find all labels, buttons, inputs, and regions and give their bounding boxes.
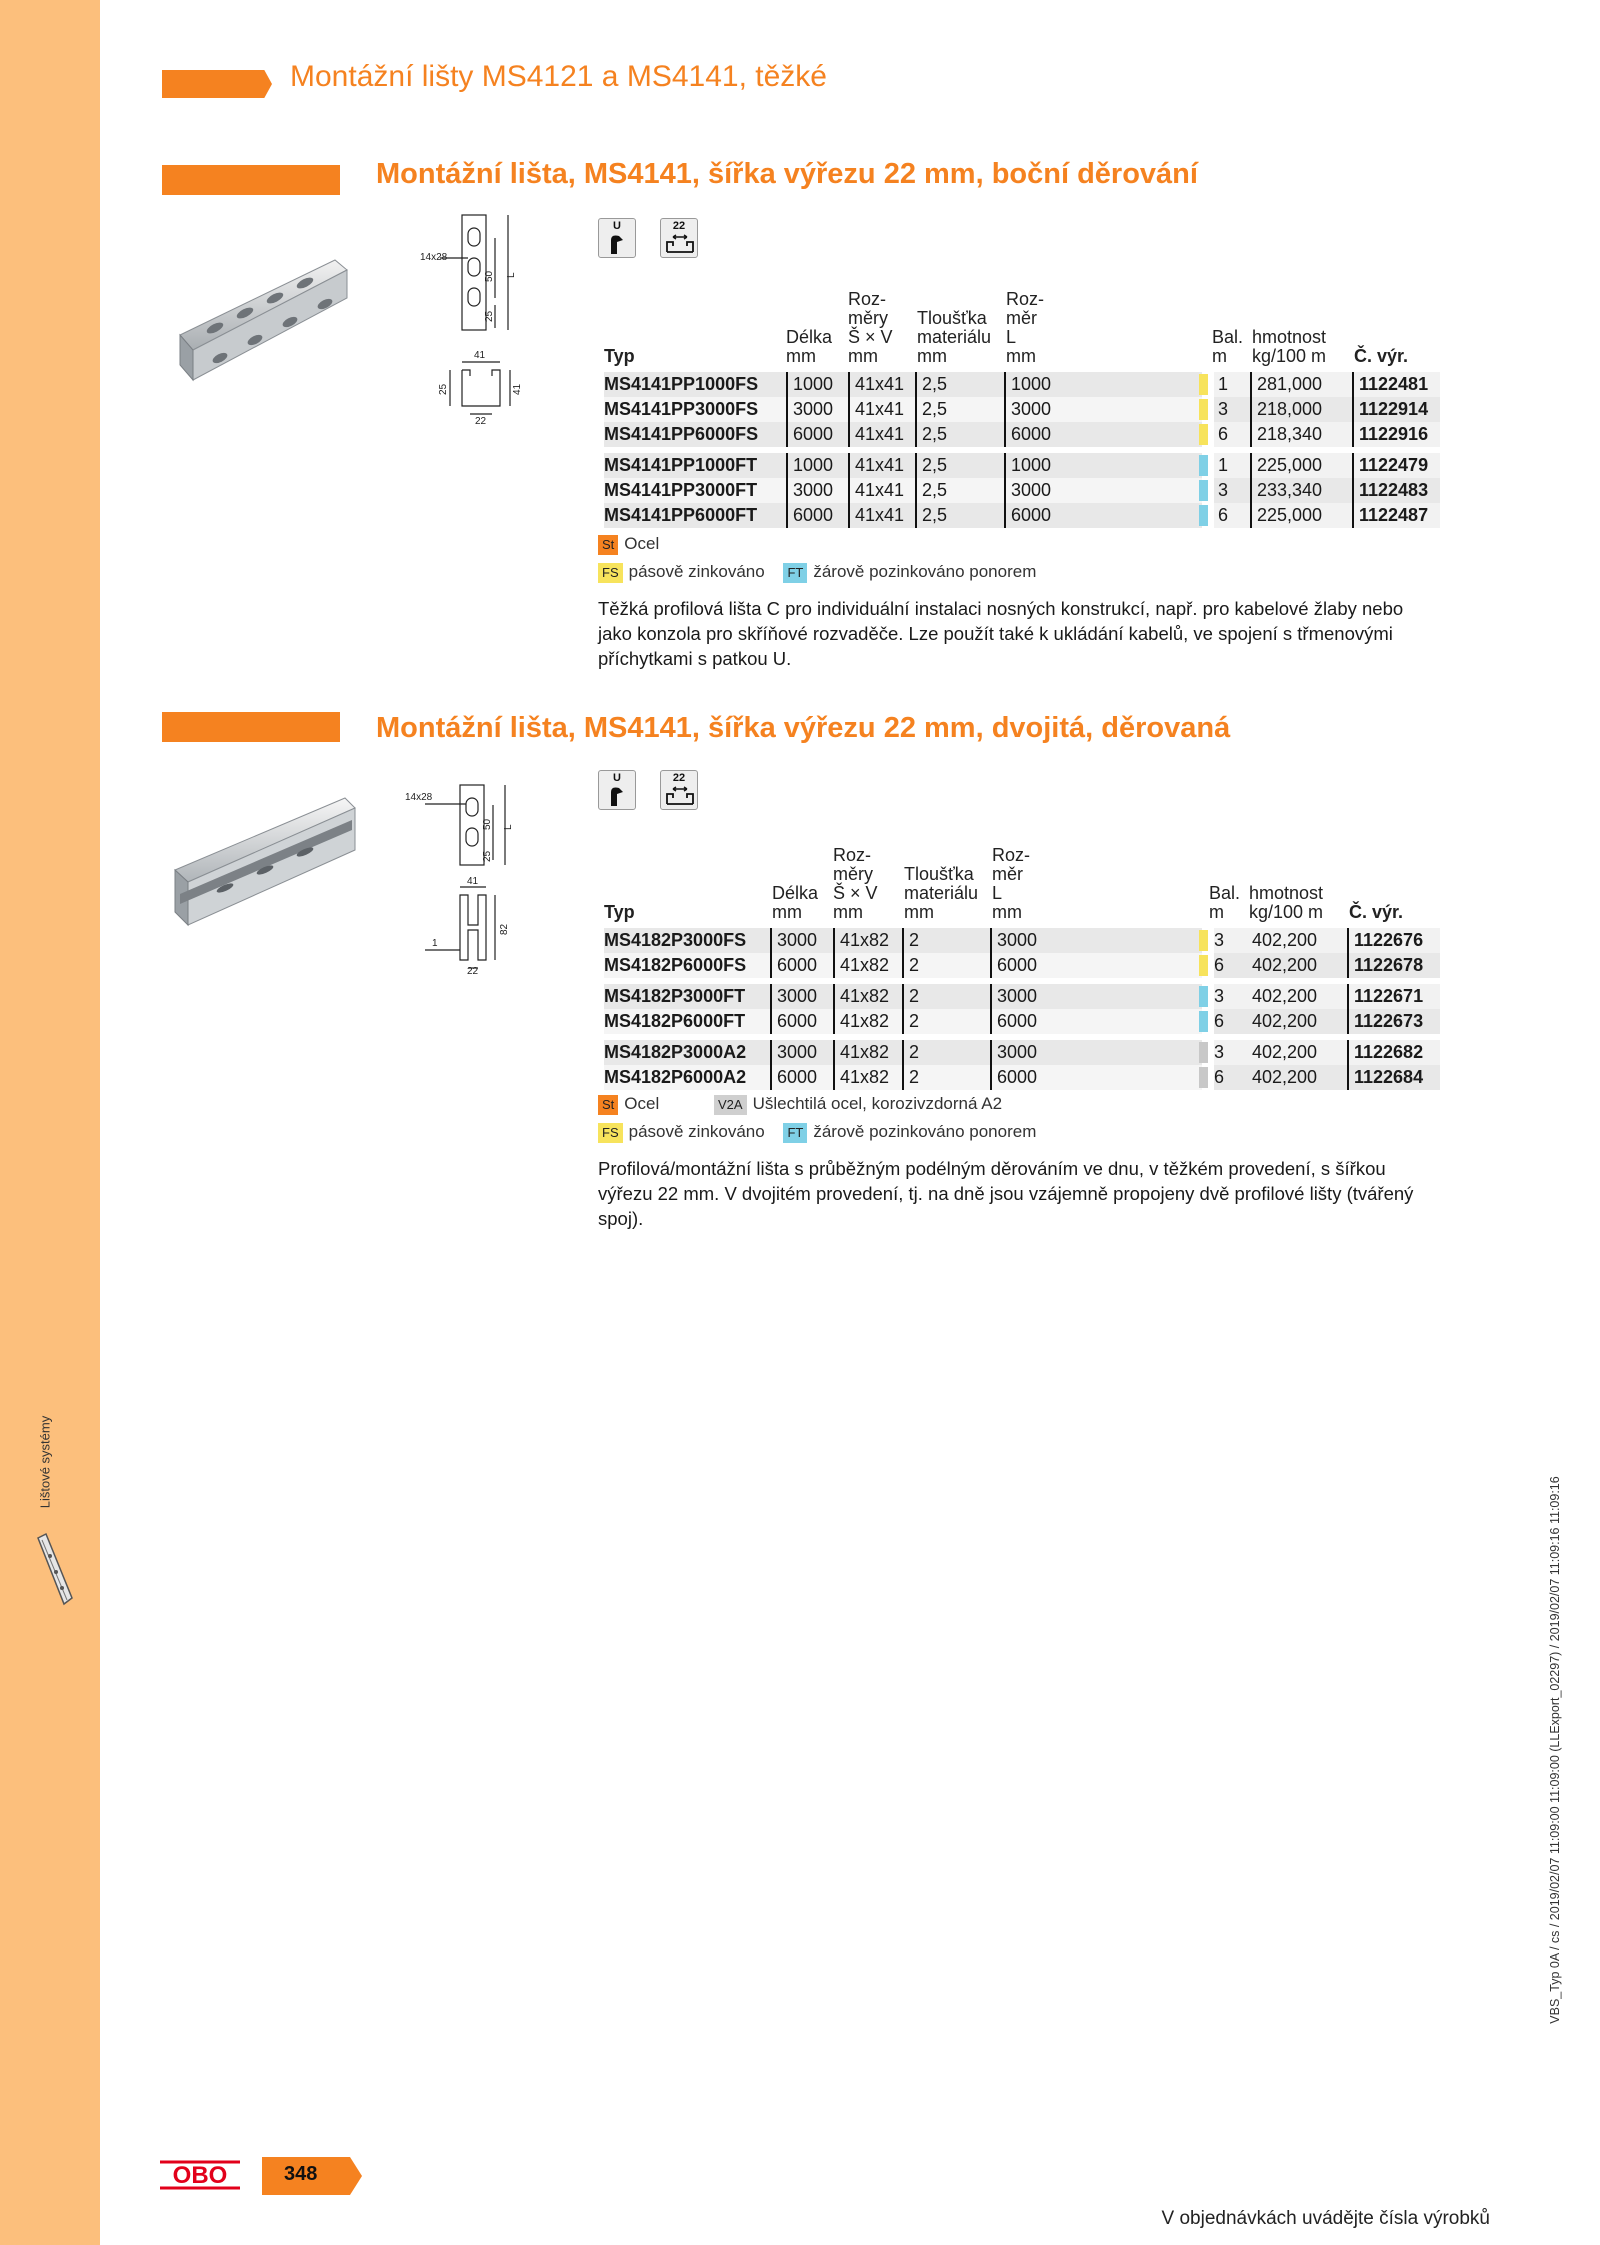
svg-text:41: 41 xyxy=(474,350,486,361)
section-title: Montážní lišta, MS4141, šířka výřezu 22 mm, boční děrování xyxy=(376,158,1198,190)
table-row: MS4141PP6000FT 6000 41x41 2,5 6000 6 225,000 1122487 xyxy=(604,503,1440,528)
col-bal: Bal. m xyxy=(1209,883,1241,922)
finish-marker xyxy=(1199,505,1208,526)
finish-marker xyxy=(1199,1011,1208,1032)
product-description: Těžká profilová lišta C pro individuální instalaci nosných konstrukcí, např. pro kabelové žlaby nebo jako konzola pro skříňové rozvaděče. Lze použít také k ukládání kabelů, ve spojení s třmenovými příchytkami s patkou U. xyxy=(598,598,1404,669)
finish-marker xyxy=(1199,455,1208,476)
slot-width-icon: 22 xyxy=(660,218,698,258)
table-row: MS4182P6000A2 6000 41x82 2 6000 6 402,200 1122684 xyxy=(604,1065,1440,1090)
col-cislo: Č. výr. xyxy=(1354,346,1409,366)
svg-text:14x28: 14x28 xyxy=(405,792,433,803)
product-description: Profilová/montážní lišta s průběžným podélným děrováním ve dnu, v těžkém provedení, s šířkou výřezu 22 mm. V dvojitém provedení, tj. na dně jsou vzájemně propojeny dvě profilové lišty (tvářený spoj). xyxy=(598,1158,1414,1229)
table-row: MS4141PP3000FS 3000 41x41 2,5 3000 3 218,000 1122914 xyxy=(604,397,1440,422)
svg-text:22: 22 xyxy=(475,416,487,425)
product-photo-double-channel xyxy=(170,790,360,940)
col-typ: Typ xyxy=(604,346,635,366)
col-delka: Délka mm xyxy=(786,327,833,366)
table-row: MS4182P6000FT 6000 41x82 2 6000 6 402,200 1122673 xyxy=(604,1009,1440,1034)
finish-marker xyxy=(1199,399,1208,420)
table-group-a2 xyxy=(604,1040,1440,1090)
table-group-fs xyxy=(604,372,1440,447)
svg-text:50: 50 xyxy=(484,270,495,282)
svg-text:82: 82 xyxy=(499,923,510,935)
print-stamp: VBS_Typ 0A / cs / 2019/02/07 11:09:00 11:09:00 (LLExport_02297) / 2019/02/07 11:09:16 11:09:16 xyxy=(1548,1476,1562,2024)
svg-text:L: L xyxy=(503,824,514,830)
col-typ: Typ xyxy=(604,902,635,922)
product-table xyxy=(604,280,1440,528)
svg-text:OBO: OBO xyxy=(172,2162,228,2189)
finish-marker xyxy=(1199,424,1208,445)
table-row: MS4182P6000FS 6000 41x82 2 6000 6 402,200 1122678 xyxy=(604,953,1440,978)
svg-text:41: 41 xyxy=(512,383,523,395)
table-row: MS4141PP1000FT 1000 41x41 2,5 1000 1 225,000 1122479 xyxy=(604,453,1440,478)
col-rozmery: Roz- měry Š × V mm xyxy=(833,845,878,922)
section-accent-bar xyxy=(162,712,340,742)
finish-legend: FS pásově zinkováno FT žárově pozinkováno ponorem xyxy=(598,562,1036,583)
col-tloustka: Tloušťka materiálu mm xyxy=(904,864,979,922)
page-title: Montážní lišty MS4121 a MS4141, těžké xyxy=(290,60,827,93)
svg-text:25: 25 xyxy=(482,850,493,862)
svg-text:25: 25 xyxy=(484,310,495,322)
technical-drawing-double-channel xyxy=(405,780,545,975)
svg-text:41: 41 xyxy=(467,876,479,887)
product-photo-c-channel xyxy=(175,240,350,385)
material-legend: St Ocel xyxy=(598,534,659,555)
finish-marker xyxy=(1199,1067,1208,1088)
svg-text:22: 22 xyxy=(467,966,479,975)
finish-marker xyxy=(1199,930,1208,951)
u-clamp-icon: U xyxy=(598,218,636,258)
svg-text:L: L xyxy=(506,272,517,278)
u-clamp-icon: U xyxy=(598,770,636,810)
col-rozmer-l: Roz- měr L mm xyxy=(1006,289,1045,366)
finish-marker xyxy=(1199,986,1208,1007)
obo-logo xyxy=(160,2160,240,2190)
col-hmotnost: hmotnost kg/100 m xyxy=(1249,883,1324,922)
svg-text:50: 50 xyxy=(482,818,493,830)
table-row: MS4182P3000A2 3000 41x82 2 3000 3 402,200 1122682 xyxy=(604,1040,1440,1065)
technical-drawing-c-channel xyxy=(420,210,555,425)
table-header xyxy=(604,836,1440,922)
sidebar xyxy=(0,0,100,2245)
finish-marker xyxy=(1199,1042,1208,1063)
table-group-fs xyxy=(604,928,1440,978)
col-tloustka: Tloušťka materiálu mm xyxy=(917,308,992,366)
finish-marker xyxy=(1199,955,1208,976)
col-hmotnost: hmotnost kg/100 m xyxy=(1252,327,1327,366)
finish-marker xyxy=(1199,374,1208,395)
table-group-ft xyxy=(604,984,1440,1034)
section-title: Montážní lišta, MS4141, šířka výřezu 22 mm, dvojitá, děrovaná xyxy=(376,712,1231,744)
material-legend: St Ocel V2A Ušlechtilá ocel, korozivzdorná A2 xyxy=(598,1094,1002,1115)
col-cislo: Č. výr. xyxy=(1349,902,1404,922)
col-bal: Bal. m xyxy=(1212,327,1244,366)
table-row: MS4182P3000FT 3000 41x82 2 3000 3 402,200 1122671 xyxy=(604,984,1440,1009)
col-delka: Délka mm xyxy=(772,883,819,922)
table-row: MS4141PP3000FT 3000 41x41 2,5 3000 3 233,340 1122483 xyxy=(604,478,1440,503)
table-group-ft xyxy=(604,453,1440,528)
table-row: MS4141PP6000FS 6000 41x41 2,5 6000 6 218,340 1122916 xyxy=(604,422,1440,447)
finish-legend: FS pásově zinkováno FT žárově pozinkováno ponorem xyxy=(598,1122,1036,1143)
table-row: MS4141PP1000FS 1000 41x41 2,5 1000 1 281,000 1122481 xyxy=(604,372,1440,397)
sidebar-label: Lištové systémy xyxy=(37,1415,53,1509)
header-accent-bar xyxy=(162,70,272,98)
table-row: MS4182P3000FS 3000 41x82 2 3000 3 402,200 1122676 xyxy=(604,928,1440,953)
footer-note: V objednávkách uvádějte čísla výrobků xyxy=(1161,2208,1490,2229)
svg-text:14x28: 14x28 xyxy=(420,252,448,263)
svg-text:1: 1 xyxy=(432,938,438,949)
slot-width-icon: 22 xyxy=(660,770,698,810)
rail-profile-icon xyxy=(34,1530,74,1610)
finish-marker xyxy=(1199,480,1208,501)
table-header xyxy=(604,280,1440,366)
col-rozmery: Roz- měry Š × V mm xyxy=(848,289,893,366)
product-table xyxy=(604,836,1440,1090)
section-accent-bar xyxy=(162,165,340,195)
svg-text:25: 25 xyxy=(438,383,449,395)
page-number: 348 xyxy=(284,2163,318,2185)
col-rozmer-l: Roz- měr L mm xyxy=(992,845,1031,922)
